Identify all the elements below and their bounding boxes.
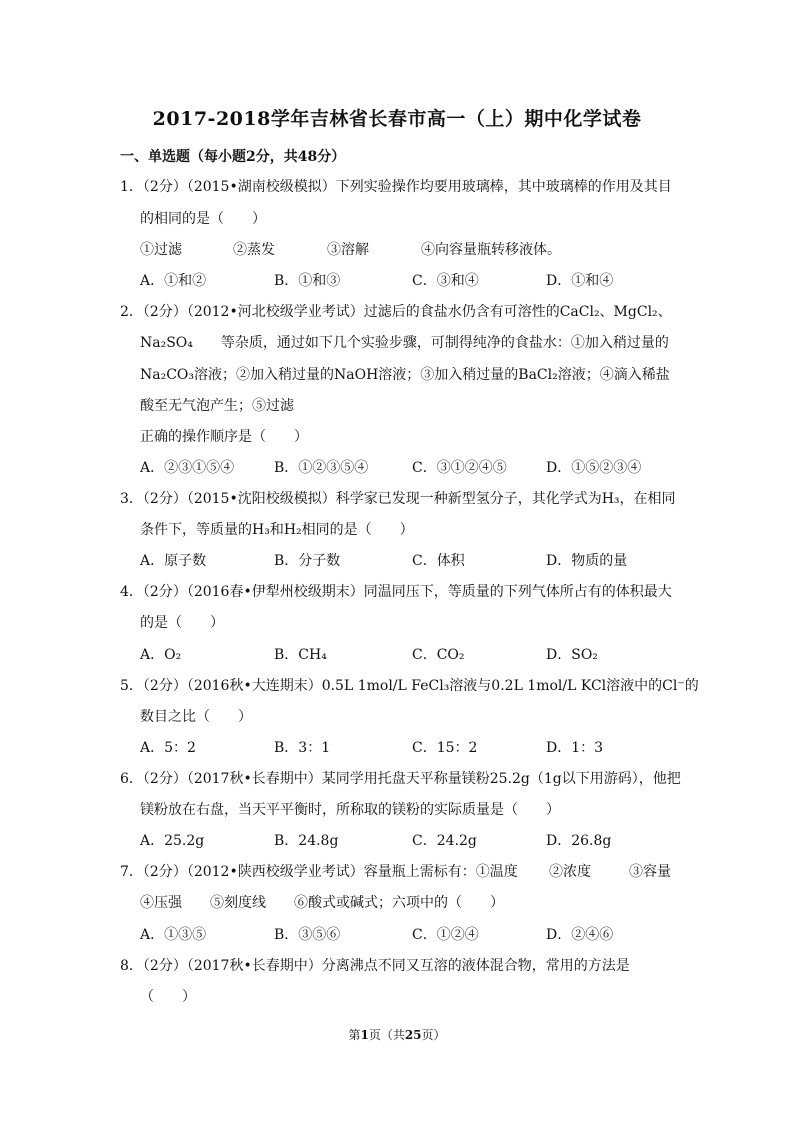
question-4-option-b: B．CH₄ (274, 647, 327, 663)
question-4-line-2: 的是（ ） (140, 615, 224, 631)
question-7-option-a: A．①③⑤ (140, 927, 207, 943)
question-7-option-b: B．③⑤⑥ (274, 927, 341, 943)
question-1-option-a: A．①和② (140, 273, 207, 289)
question-2-line-4: 酸至无气泡产生；⑤过滤 (140, 398, 294, 414)
question-5-line-2: 数目之比（ ） (140, 709, 252, 725)
question-2-line-2: Na₂SO₄ 等杂质，通过如下几个实验步骤，可制得纯净的食盐水：①加入稍过量的 (140, 335, 669, 351)
question-1-item-1: ①过滤 (140, 242, 182, 258)
section-heading: 一、单选题（每小题2分，共48分） (120, 149, 346, 165)
question-6-option-b: B．24.8g (274, 833, 339, 849)
question-8-line-1: 8．（2分）（2017秋•长春期中）分离沸点不同又互溶的液体混合物，常用的方法是 (120, 958, 630, 974)
question-5-option-d: D．1：3 (546, 740, 604, 756)
footer-suffix: 页） (421, 1028, 446, 1042)
question-4-option-d: D．SO₂ (546, 647, 598, 663)
question-2-option-c: C．③①②④⑤ (412, 460, 507, 476)
footer-middle: 页（共 (368, 1028, 405, 1042)
question-8-line-2: （ ） (140, 989, 196, 1005)
question-2-line-5: 正确的操作顺序是（ ） (140, 429, 308, 445)
question-6-option-c: C．24.2g (412, 833, 477, 849)
question-4-option-c: C．CO₂ (412, 647, 465, 663)
question-1-line-1: 1．（2分）（2015•湖南校级模拟）下列实验操作均要用玻璃棒，其中玻璃棒的作用及其目 (120, 179, 672, 195)
question-3-option-a: A．原子数 (140, 553, 207, 569)
question-1-option-b: B．①和③ (274, 273, 341, 289)
question-7-item-2: ②浓度 (549, 864, 591, 880)
question-1-item-4: ④向容量瓶转移液体。 (421, 242, 561, 258)
question-6-option-a: A．25.2g (140, 833, 205, 849)
question-3-option-c: C．体积 (412, 553, 465, 569)
question-1-line-2: 的相同的是（ ） (140, 211, 266, 227)
question-3-option-b: B．分子数 (274, 553, 341, 569)
footer-page-number: 1 (360, 1028, 369, 1042)
question-2-line-3: Na₂CO₃溶液；②加入稍过量的NaOH溶液；③加入稍过量的BaCl₂溶液；④滴入稀盐 (140, 367, 670, 383)
question-3-line-1: 3．（2分）（2015•沈阳校级模拟）科学家已发现一种新型氢分子，其化学式为H₃，在相同 (120, 491, 676, 507)
question-7-line-1: 7．（2分）（2012•陕西校级学业考试）容量瓶上需标有：①温度 (120, 864, 518, 880)
page-title: 2017-2018学年吉林省长春市高一（上）期中化学试卷 (152, 108, 642, 130)
question-7-line-2: ④压强 ⑤刻度线 ⑥酸式或碱式；六项中的（ ） (140, 895, 504, 911)
question-3-option-d: D．物质的量 (546, 553, 628, 569)
question-6-line-1: 6．（2分）（2017秋•长春期中）某同学用托盘天平称量镁粉25.2g（1g以下用游码），他把 (120, 771, 681, 787)
question-3-line-2: 条件下，等质量的H₃和H₂相同的是（ ） (140, 522, 414, 538)
question-4-line-1: 4．（2分）（2016春•伊犁州校级期末）同温同压下，等质量的下列气体所占有的体积最大 (120, 584, 672, 600)
question-6-option-d: D．26.8g (546, 833, 612, 849)
question-2-option-b: B．①②③⑤④ (274, 460, 369, 476)
question-1-item-2: ②蒸发 (233, 242, 275, 258)
question-2-option-a: A．②③①⑤④ (140, 460, 235, 476)
question-5-option-b: B．3：1 (274, 740, 331, 756)
footer-total-pages: 25 (404, 1028, 422, 1042)
page-footer (0, 1026, 794, 1043)
question-7-item-3: ③容量 (629, 864, 671, 880)
question-6-line-2: 镁粉放在右盘，当天平平衡时，所称取的镁粉的实际质量是（ ） (140, 802, 560, 818)
question-2-option-d: D．①⑤②③④ (546, 460, 642, 476)
question-1-option-c: C．③和④ (412, 273, 479, 289)
question-7-option-d: D．②④⑥ (546, 927, 614, 943)
footer-prefix: 第 (348, 1028, 361, 1042)
question-1-item-3: ③溶解 (327, 242, 369, 258)
question-7-option-c: C．①②④ (412, 927, 479, 943)
question-2-line-1: 2．（2分）（2012•河北校级学业考试）过滤后的食盐水仍含有可溶性的CaCl₂、MgCl₂、 (120, 304, 672, 320)
question-1-option-d: D．①和④ (546, 273, 614, 289)
question-5-line-1: 5．（2分）（2016秋•大连期末）0.5L 1mol/L FeCl₃溶液与0.2L 1mol/L KCl溶液中的Cl⁻的 (120, 678, 699, 694)
question-5-option-c: C．15：2 (412, 740, 478, 756)
question-4-option-a: A．O₂ (140, 647, 182, 663)
question-5-option-a: A．5：2 (140, 740, 196, 756)
